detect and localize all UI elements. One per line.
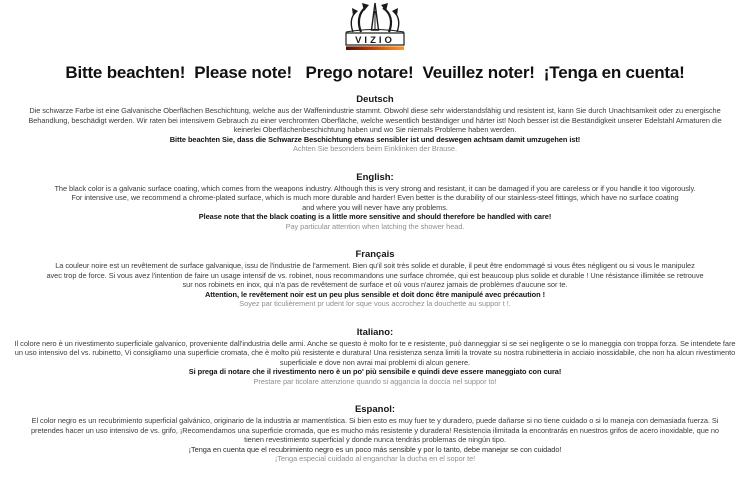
body-line: keinerlei Oberflächenbeschichtung haben und wo Sie niemals Probleme haben werden.: [233, 125, 517, 134]
warning-line: ¡Tenga en cuenta que el recubrimiento negro es un poco más sensible y por lo tanto, debe manejar se con cuidado!: [188, 444, 562, 454]
body-line: Il colore nero è un rivestimento superficiale galvanico, proveniente dall'industria delle armi. Anche se questo è molto for te e resistente, può danneggiar si se sei negligente o se lo maneggia con troppa forza. Se intendete fare: [14, 338, 736, 348]
body-line: pretendes hacer un uso intensivo de vs. grifo, ¡Recomendamos una superficie cromada, que es mucho más resistente y duradera! Resistencia ilimitada la encontrarás en nuestros grifos de acero inoxidable, que no: [31, 425, 719, 435]
section-italiano: [0, 328, 750, 387]
body-line: avec trop de force. Si vous avez l'intention de faire un usage intensif de vs. robinet, nous recommandons une surface chromée, qui est beaucoup plus solide et durable ! Une résistance illimitée se retrouve: [46, 270, 704, 280]
body-line: El color negro es un recubrimiento superficial galvánico, originario de la industria ar mamentística. Si bien esto es muy fuer te y duradero, puede dañarse si no tiene cuidado o si lo maneja con demasiada fuerza. Si: [31, 416, 719, 425]
section-francais: [0, 250, 750, 309]
body-line: and where you will never have any problems.: [302, 202, 448, 212]
section-deutsch: [0, 95, 750, 154]
body-line: sur nos robinets en inox, qui n'a pas de revêtement de surface et où vous n'aurez jamais de problèmes d'aucune sor te.: [182, 280, 568, 289]
footnote-line: Achten Sie besonders beim Einklinken der Brause.: [293, 144, 457, 153]
footnote-line: Soyez par ticulièrement pr udent lor sque vous accrochez la douchette au suppor t !.: [239, 299, 511, 308]
body-line: superficiale e dove non avrai mai problemi di alcun genere.: [279, 357, 471, 367]
warning-line: Bitte beachten Sie, dass die Schwarze Beschichtung etwas sensibler ist und deswegen achtsam damit umzugehen ist!: [169, 134, 581, 144]
section-title-italiano: Italiano:: [356, 326, 394, 338]
warning-line: Please note that the black coating is a little more sensitive and should therefore be handled with care!: [198, 212, 552, 221]
body-line: un uso intensivo del vs. rubinetto, Vi consigliamo una superficie cromata, che è molto più resistente e duratura! Una resistenza senza limiti la trovate su nostra rubinetteria in acciaio inossidabile, che non ha alcun rivestimento: [14, 348, 736, 357]
body-line: La couleur noire est un revêtement de surface galvanique, issu de l'industrie de l'armement. Bien qu'il soit très solide et durable, il peut être endommagé si vous êtes négligent ou si vous le manipulez: [55, 261, 695, 270]
vizio-crown-icon: [346, 3, 404, 32]
body-line: Behandlung, beschädigt werden. Wir raten bei intensivem Gebrauch zu einer verchromten Oberfläche, welche wesentlich beständiger und härter ist! Noch besser ist die Beständigkeit unserer Edelstahl Armaturen die: [28, 115, 722, 125]
section-title-espanol: Espanol:: [354, 404, 396, 415]
body-line: tienen revestimiento superficial y donde nunca tendrás problemas de ningún tipo.: [244, 435, 506, 444]
logo-accent-bar: [346, 46, 404, 50]
section-title-francais: Français: [355, 249, 395, 260]
vizio-wordmark: VIZIO: [355, 35, 395, 46]
section-espanol: [0, 405, 750, 464]
footnote-line: Prestare par ticolare attenzione quando si aggancia la doccia nel suppor to!: [253, 376, 497, 386]
body-line: The black color is a galvanic surface coating, which comes from the weapons industry. Although this is very strong and resistant, it can be damaged if you are careless or if you handle it too vigorously.: [54, 183, 696, 193]
notice-sections: [0, 95, 750, 464]
footnote-line: Pay particular attention when latching the shower head.: [285, 221, 465, 231]
footnote-line: ¡Tenga especial cuidado al enganchar la ducha en el sopor te!: [274, 454, 476, 463]
section-english: [0, 173, 750, 232]
warning-line: Attention, le revêtement noir est un peu plus sensible et doit donc être manipulé avec précaution !: [204, 289, 545, 299]
body-line: For intensive use, we recommend a chrome-plated surface, which is much more durable and harder! Even better is the durability of our stainless-steel fittings, which have no surface coating: [71, 193, 679, 202]
vizio-logo: [332, 2, 418, 50]
page-title: Bitte beachten! Please note! Prego notare! Veuillez noter! ¡Tenga en cuenta!: [65, 63, 685, 82]
section-title-deutsch: Deutsch: [356, 94, 394, 105]
body-line: Die schwarze Farbe ist eine Galvanische Oberflächen Beschichtung, welche aus der Waffenindustrie stammt. Obwohl diese sehr widerstandsfähig und resistent ist, kann Sie durch Unachtsamkeit oder zu energische: [29, 106, 721, 115]
header-logo-area: [0, 0, 750, 50]
warning-line: Si prega di notare che il rivestimento nero è un po' più sensibile e quindi deve essere maneggiato con cura!: [188, 367, 562, 376]
section-title-english: English:: [356, 171, 394, 183]
